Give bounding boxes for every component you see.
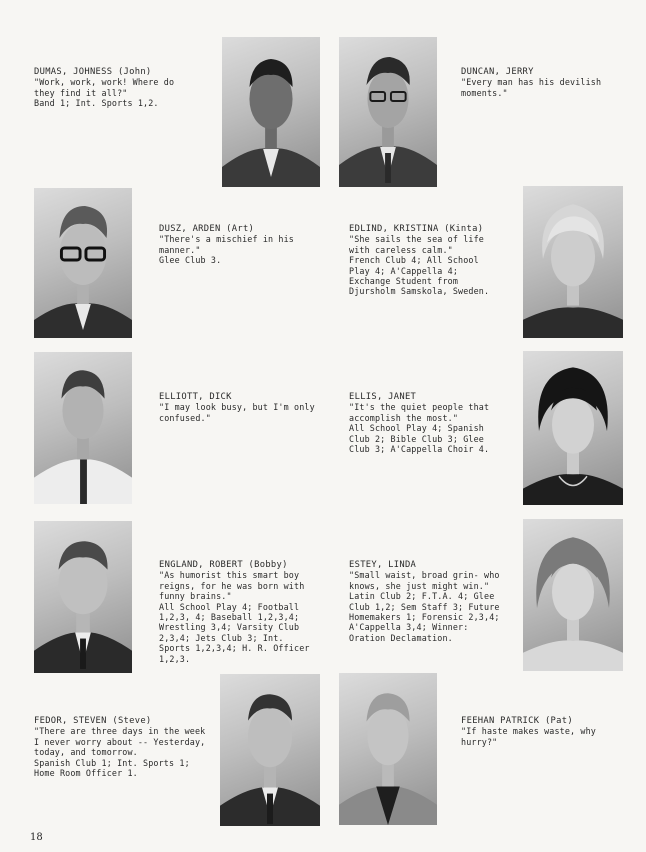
student-name: FEDOR, STEVEN (Steve) (34, 716, 152, 726)
student-entry-fedor (34, 716, 206, 778)
student-name: DUMAS, JOHNESS (John) (34, 67, 152, 77)
student-activities: All School Play 4; Spanish Club 2; Bible Club 3; Glee Club 3; A'Cappella Choir 4. (349, 423, 490, 455)
student-entry-elliott (159, 392, 329, 423)
student-activities: Spanish Club 1; Int. Sports 1; Home Room Officer 1. (34, 757, 190, 779)
portrait-duncan (339, 37, 437, 187)
student-name: ENGLAND, ROBERT (Bobby) (159, 560, 288, 570)
student-name: DUNCAN, JERRY (461, 67, 534, 77)
student-quote: "There are three days in the week I never worry about -- Yesterday, today, and tomorrow. (34, 726, 206, 758)
student-activities: Latin Club 2; F.T.A. 4; Glee Club 1,2; Sem Staff 3; Future Homemakers 1; Forensic 2,3,4; A'Cappella 3,4; Winner: Oration Declamation. (349, 591, 500, 643)
student-entry-dusz (159, 224, 329, 266)
student-name: EDLIND, KRISTINA (Kinta) (349, 224, 484, 234)
portrait-dusz (34, 188, 132, 338)
portrait-elliott (34, 352, 132, 504)
student-quote: "If haste makes waste, why hurry?" (461, 726, 596, 747)
student-name: ELLIS, JANET (349, 392, 417, 402)
portrait-estey (523, 519, 623, 671)
student-quote: "She sails the sea of life with careless calm." (349, 234, 484, 255)
student-activities: French Club 4; All School Play 4; A'Cappella 4; Exchange Student from Djursholm Samskola, Sweden. (349, 255, 490, 297)
student-entry-ellis (349, 392, 501, 454)
portrait-fedor (220, 674, 320, 826)
student-name: ESTEY, LINDA (349, 560, 417, 570)
student-quote: "Every man has his devilish moments." (461, 77, 602, 98)
student-name: ELLIOTT, DICK (159, 392, 232, 402)
portrait-ellis (523, 351, 623, 505)
portrait-feehan (339, 673, 437, 825)
student-name: FEEHAN PATRICK (Pat) (461, 716, 573, 726)
student-quote: "There's a mischief in his manner." (159, 234, 294, 255)
student-name: DUSZ, ARDEN (Art) (159, 224, 255, 234)
student-quote: "As humorist this smart boy reigns, for he was born with funny brains." (159, 570, 305, 602)
student-entry-edlind (349, 224, 501, 297)
student-entry-feehan (461, 716, 631, 747)
student-entry-england (159, 560, 314, 664)
student-entry-duncan (461, 67, 631, 98)
student-entry-dumas (34, 67, 184, 109)
portrait-edlind (523, 186, 623, 338)
student-activities: Band 1; Int. Sports 1,2. (34, 98, 159, 109)
portrait-dumas (222, 37, 320, 187)
student-activities: Glee Club 3. (159, 255, 222, 266)
student-quote: "Work, work, work! Where do they find it all?" (34, 77, 175, 98)
student-entry-estey (349, 560, 504, 643)
page-number: 18 (30, 832, 43, 843)
portrait-england (34, 521, 132, 673)
student-quote: "Small waist, broad grin- who knows, she just might win." (349, 570, 500, 591)
student-quote: "I may look busy, but I'm only confused." (159, 402, 315, 423)
student-quote: "It's the quiet people that accomplish the most." (349, 402, 490, 423)
student-activities: All School Play 4; Football 1,2,3, 4; Baseball 1,2,3,4; Wrestling 3,4; Varsity Club 2,3,4; Jets Club 3; Int. Sports 1,2,3,4; H. R. Officer 1,2,3. (159, 601, 310, 664)
